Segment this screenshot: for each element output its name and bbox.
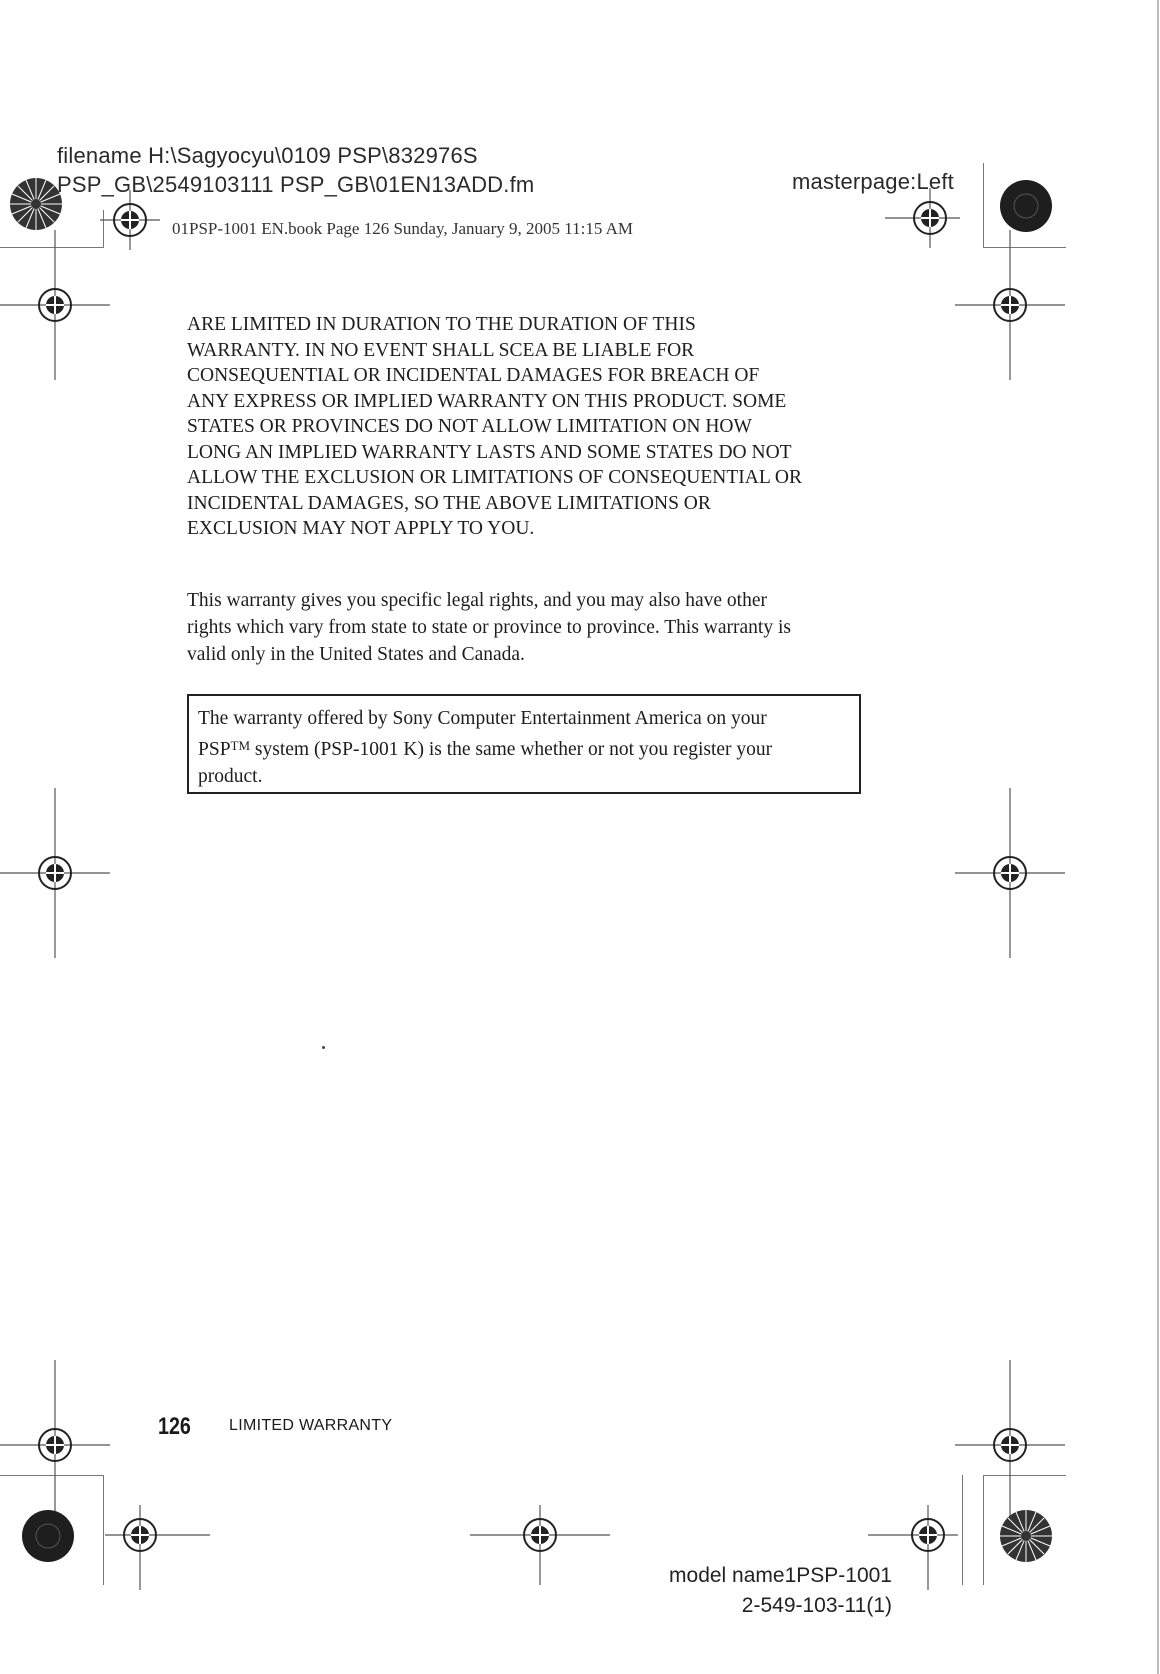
- dark-circle-mark-icon: [998, 178, 1054, 234]
- text-line: [198, 732, 772, 763]
- text-line: ARE LIMITED IN DURATION TO THE DURATION OF THIS: [187, 314, 696, 335]
- book-page-info: 01PSP-1001 EN.book Page 126 Sunday, January 9, 2005 11:15 AM: [172, 219, 634, 238]
- note-text: [198, 705, 772, 790]
- psp-label: PSP: [198, 739, 231, 760]
- text-line: STATES OR PROVINCES DO NOT ALLOW LIMITATION ON HOW: [187, 416, 752, 437]
- registration-mark-icon: [900, 188, 960, 248]
- registration-mark-icon: [70, 1480, 210, 1590]
- filename-line-2: PSP_GB\2549103111 PSP_GB\01EN13ADD.fm: [57, 172, 535, 197]
- dark-circle-mark-icon: [20, 1508, 76, 1564]
- text-line: LONG AN IMPLIED WARRANTY LASTS AND SOME STATES DO NOT: [187, 441, 792, 463]
- text-line: valid only in the United States and Canada.: [187, 644, 525, 665]
- page-number: 126: [158, 1413, 191, 1440]
- text-line: ANY EXPRESS OR IMPLIED WARRANTY ON THIS PRODUCT. SOME: [187, 390, 787, 412]
- starburst-mark-icon: [998, 1508, 1054, 1564]
- warranty-limitation-paragraph: [187, 312, 867, 542]
- legal-rights-paragraph: [187, 587, 867, 668]
- registration-mark-icon: [470, 1480, 610, 1590]
- text-line: WARRANTY. IN NO EVENT SHALL SCEA BE LIABLE FOR: [187, 339, 695, 361]
- masterpage-label: masterpage:Left: [792, 169, 954, 194]
- text-line: EXCLUSION MAY NOT APPLY TO YOU.: [187, 518, 535, 539]
- filename-line-1: filename H:\Sagyocyu\0109 PSP\832976S: [57, 143, 478, 168]
- text-line: The warranty offered by Sony Computer Entertainment America on your: [198, 708, 767, 729]
- model-name: model name1PSP-1001: [669, 1564, 892, 1587]
- registration-mark-icon: [955, 788, 1065, 958]
- registration-mark-icon: [0, 788, 110, 958]
- trademark-symbol: TM: [230, 738, 251, 753]
- text-fragment: system (PSP-1001 K) is the same whether or not you register your: [250, 739, 773, 760]
- text-line: product.: [198, 766, 263, 787]
- text-line: CONSEQUENTIAL OR INCIDENTAL DAMAGES FOR BREACH OF: [187, 365, 760, 386]
- registration-note-box: [187, 694, 861, 794]
- text-line: rights which vary from state to state or province to province. This warranty is: [187, 617, 791, 638]
- text-line: INCIDENTAL DAMAGES, SO THE ABOVE LIMITATIONS OR: [187, 492, 711, 514]
- registration-mark-icon: [0, 230, 110, 380]
- registration-mark-icon: [955, 230, 1065, 380]
- crop-line: [1157, 0, 1159, 1674]
- text-line: This warranty gives you specific legal rights, and you may also have other: [187, 590, 767, 611]
- part-number: 2-549-103-11(1): [741, 1594, 892, 1617]
- running-title: LIMITED WARRANTY: [229, 1417, 393, 1434]
- starburst-mark-icon: [8, 176, 64, 232]
- speck-dot: [322, 1046, 325, 1049]
- text-line: ALLOW THE EXCLUSION OR LIMITATIONS OF CONSEQUENTIAL OR: [187, 467, 803, 488]
